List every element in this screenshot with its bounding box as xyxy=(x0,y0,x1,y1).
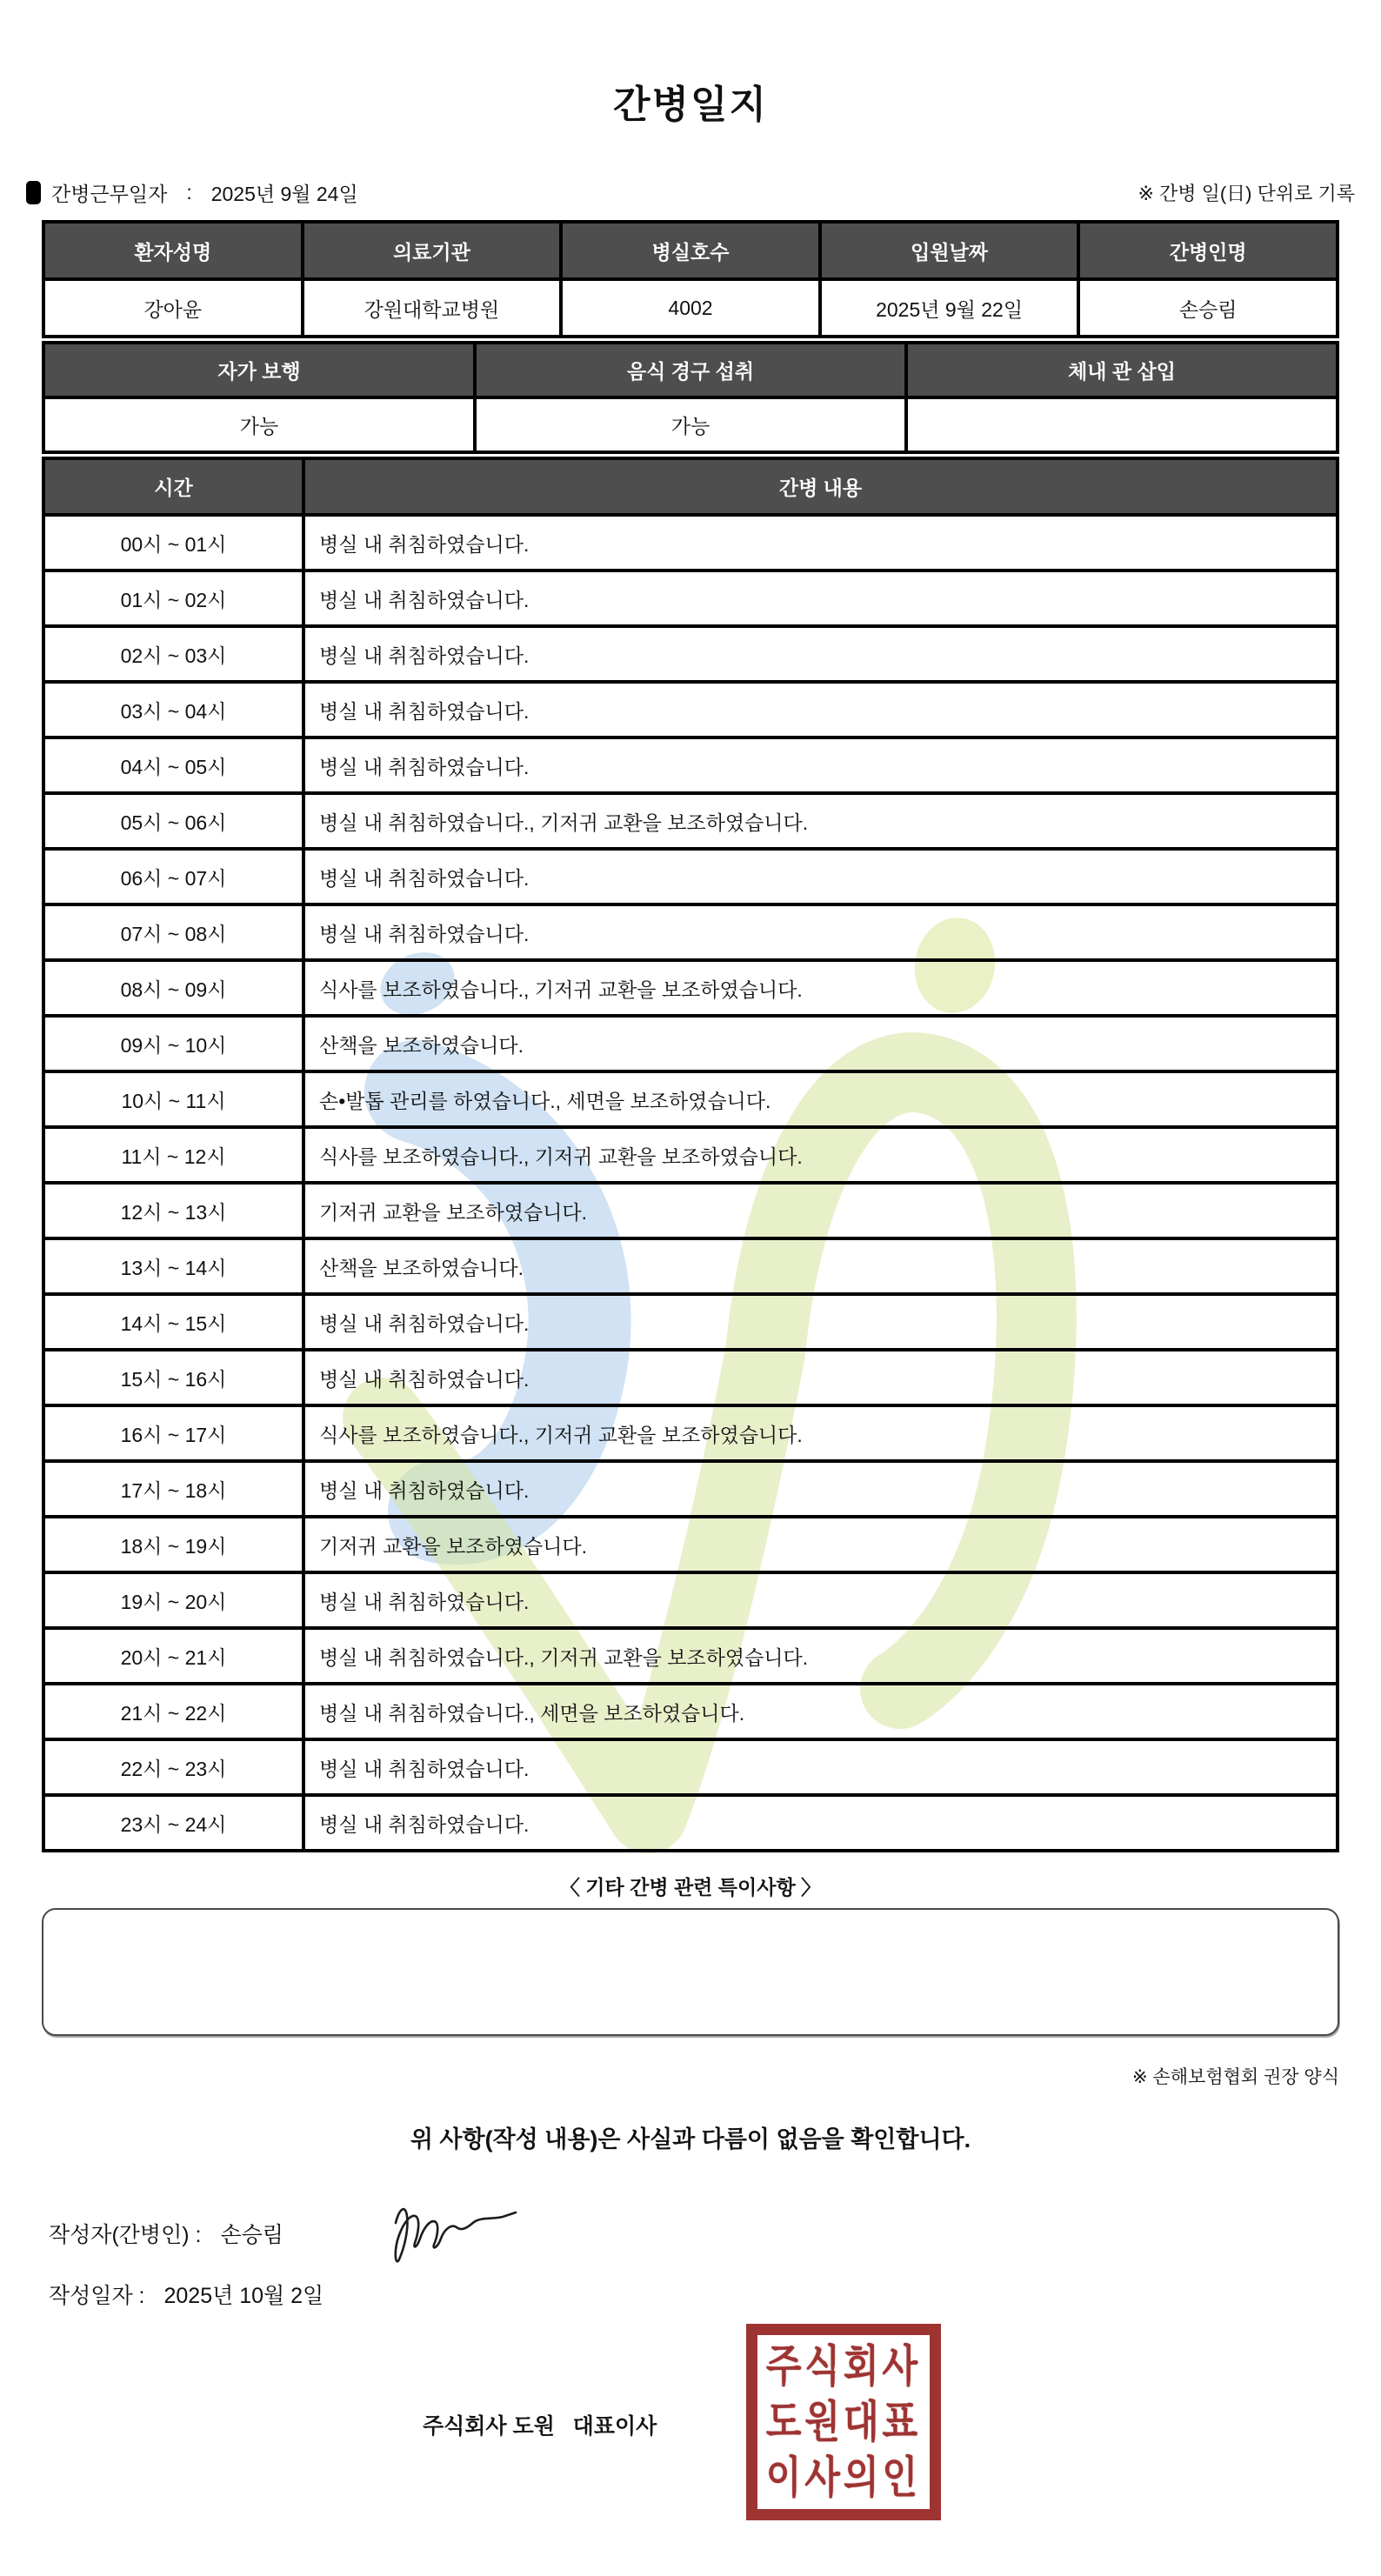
work-date-line xyxy=(26,178,358,207)
confirmation-statement: 위 사항(작성 내용)은 사실과 다름이 없음을 확인합니다. xyxy=(410,2126,971,2152)
unit-note: ※ 간병 일(日) 단위로 기록 xyxy=(1137,183,1355,204)
oral-intake-value: 가능 xyxy=(475,397,906,452)
time-cell: 15시 ~ 16시 xyxy=(43,1350,304,1405)
room-number-value: 4002 xyxy=(561,279,820,337)
patient-table-header: 의료기관 xyxy=(303,222,562,279)
content-column-header: 간병 내용 xyxy=(304,458,1338,515)
status-table-header: 음식 경구 섭취 xyxy=(475,343,906,397)
caregiver-name-value: 손승림 xyxy=(1078,279,1338,337)
patient-table-header: 병실호수 xyxy=(561,222,820,279)
time-cell: 11시 ~ 12시 xyxy=(43,1127,304,1183)
care-content-cell: 병실 내 취침하였습니다. xyxy=(304,849,1338,904)
care-content-cell: 식사를 보조하였습니다., 기저귀 교환을 보조하였습니다. xyxy=(304,1405,1338,1461)
patient-info-table xyxy=(42,220,1339,338)
care-log-table xyxy=(42,457,1339,1852)
work-date-value: 2025년 9월 24일 xyxy=(210,183,358,205)
time-cell: 17시 ~ 18시 xyxy=(43,1461,304,1517)
meta-row xyxy=(26,178,1355,207)
care-content-cell: 병실 내 취침하였습니다., 기저귀 교환을 보조하였습니다. xyxy=(304,1628,1338,1684)
care-content-cell: 병실 내 취침하였습니다. xyxy=(304,1294,1338,1350)
care-content-cell: 병실 내 취침하였습니다. xyxy=(304,1795,1338,1851)
time-cell: 16시 ~ 17시 xyxy=(43,1405,304,1461)
form-recommendation-note: ※ 손해보험협회 권장 양식 xyxy=(1132,2067,1339,2087)
writer-name: 손승림 xyxy=(220,2223,284,2247)
time-cell: 19시 ~ 20시 xyxy=(43,1572,304,1628)
patient-table-header: 간병인명 xyxy=(1078,222,1338,279)
time-cell: 01시 ~ 02시 xyxy=(43,571,304,626)
status-table-header: 체내 관 삽입 xyxy=(906,343,1338,397)
patient-table-header: 환자성명 xyxy=(43,222,303,279)
care-content-cell: 기저귀 교환을 보조하였습니다. xyxy=(304,1183,1338,1238)
care-content-cell: 병실 내 취침하였습니다. xyxy=(304,737,1338,793)
handwritten-signature-icon xyxy=(387,2193,544,2270)
special-notes-box xyxy=(42,1908,1339,2036)
time-cell: 02시 ~ 03시 xyxy=(43,626,304,682)
square-bullet-icon xyxy=(26,181,41,204)
care-content-cell: 병실 내 취침하였습니다. xyxy=(304,682,1338,737)
time-cell: 21시 ~ 22시 xyxy=(43,1684,304,1739)
write-date-line xyxy=(49,2279,324,2310)
corporate-seal-stamp-icon xyxy=(746,2324,941,2520)
writer-line xyxy=(49,2218,284,2249)
care-content-cell: 식사를 보조하였습니다., 기저귀 교환을 보조하였습니다. xyxy=(304,1127,1338,1183)
work-date-colon: : xyxy=(186,181,192,204)
care-content-cell: 병실 내 취침하였습니다. xyxy=(304,515,1338,571)
care-content-cell: 손•발톱 관리를 하였습니다., 세면을 보조하였습니다. xyxy=(304,1071,1338,1127)
time-cell: 00시 ~ 01시 xyxy=(43,515,304,571)
time-cell: 20시 ~ 21시 xyxy=(43,1628,304,1684)
time-column-header: 시간 xyxy=(43,458,304,515)
care-content-cell: 병실 내 취침하였습니다. xyxy=(304,904,1338,960)
care-content-cell: 병실 내 취침하였습니다. xyxy=(304,1739,1338,1795)
time-cell: 08시 ~ 09시 xyxy=(43,960,304,1016)
patient-status-table xyxy=(42,341,1339,454)
company-ceo-line: 주식회사 도원 대표이사 xyxy=(423,2414,657,2439)
stamp-row: 주식회사 xyxy=(765,2341,922,2391)
care-content-cell: 병실 내 취침하였습니다. xyxy=(304,1572,1338,1628)
care-content-cell: 병실 내 취침하였습니다., 세면을 보조하였습니다. xyxy=(304,1684,1338,1739)
time-cell: 10시 ~ 11시 xyxy=(43,1071,304,1127)
care-content-cell: 병실 내 취침하였습니다. xyxy=(304,571,1338,626)
care-content-cell: 병실 내 취침하였습니다. xyxy=(304,626,1338,682)
time-cell: 03시 ~ 04시 xyxy=(43,682,304,737)
time-cell: 13시 ~ 14시 xyxy=(43,1238,304,1294)
special-notes-heading: 〈 기타 간병 관련 특이사항 〉 xyxy=(559,1876,822,1899)
hospital-value: 강원대학교병원 xyxy=(303,279,562,337)
time-cell: 14시 ~ 15시 xyxy=(43,1294,304,1350)
tube-insertion-value xyxy=(906,397,1338,452)
time-cell: 12시 ~ 13시 xyxy=(43,1183,304,1238)
write-date-value: 2025년 10월 2일 xyxy=(163,2284,324,2308)
work-date-label: 간병근무일자 xyxy=(51,183,168,205)
care-content-cell: 병실 내 취침하였습니다. xyxy=(304,1350,1338,1405)
care-content-cell: 병실 내 취침하였습니다. xyxy=(304,1461,1338,1517)
patient-name-value: 강아윤 xyxy=(43,279,303,337)
care-content-cell: 기저귀 교환을 보조하였습니다. xyxy=(304,1517,1338,1572)
stamp-row: 이사의인 xyxy=(765,2453,922,2502)
self-walking-value: 가능 xyxy=(43,397,475,452)
care-content-cell: 산책을 보조하였습니다. xyxy=(304,1238,1338,1294)
time-cell: 09시 ~ 10시 xyxy=(43,1016,304,1071)
time-cell: 06시 ~ 07시 xyxy=(43,849,304,904)
time-cell: 04시 ~ 05시 xyxy=(43,737,304,793)
stamp-row: 도원대표 xyxy=(765,2397,922,2446)
time-cell: 18시 ~ 19시 xyxy=(43,1517,304,1572)
time-cell: 05시 ~ 06시 xyxy=(43,793,304,849)
care-content-cell: 병실 내 취침하였습니다., 기저귀 교환을 보조하였습니다. xyxy=(304,793,1338,849)
care-content-cell: 식사를 보조하였습니다., 기저귀 교환을 보조하였습니다. xyxy=(304,960,1338,1016)
care-content-cell: 산책을 보조하였습니다. xyxy=(304,1016,1338,1071)
status-table-header: 자가 보행 xyxy=(43,343,475,397)
write-date-label: 작성일자 : xyxy=(49,2284,145,2308)
patient-table-header: 입원날짜 xyxy=(820,222,1079,279)
page-title: 간병일지 xyxy=(612,83,768,126)
writer-label: 작성자(간병인) : xyxy=(49,2223,202,2247)
time-cell: 22시 ~ 23시 xyxy=(43,1739,304,1795)
time-cell: 23시 ~ 24시 xyxy=(43,1795,304,1851)
admission-date-value: 2025년 9월 22일 xyxy=(820,279,1079,337)
time-cell: 07시 ~ 08시 xyxy=(43,904,304,960)
